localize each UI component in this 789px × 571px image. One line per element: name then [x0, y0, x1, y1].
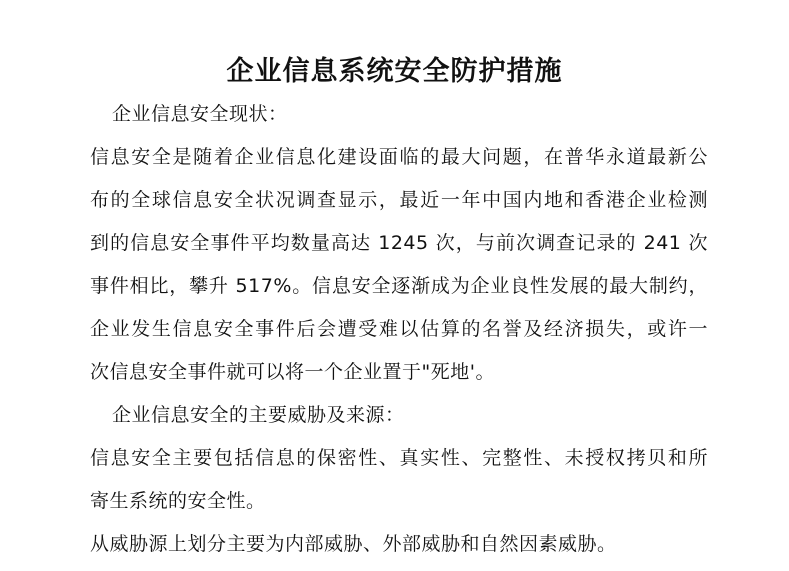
document-title: 企业信息系统安全防护措施: [226, 56, 563, 87]
paragraph-line: 布的全球信息安全状况调查显示，最近一年中国内地和香港企业检测: [90, 189, 708, 211]
paragraph-line: 事件相比，攀升 517%。信息安全逐渐成为企业良性发展的最大制约，: [90, 275, 708, 297]
paragraph-line: 到的信息安全事件平均数量高达 1245 次，与前次调查记录的 241 次: [90, 232, 708, 254]
section-heading-threats: 企业信息安全的主要威胁及来源：: [112, 404, 405, 426]
paragraph-line: 信息安全是随着企业信息化建设面临的最大问题，在普华永道最新公: [90, 146, 708, 168]
paragraph-line: 企业发生信息安全事件后会遭受难以估算的名誉及经济损失，或许一: [90, 318, 708, 340]
paragraph-line: 次信息安全事件就可以将一个企业置于"死地'。: [90, 361, 495, 383]
section-heading-status: 企业信息安全现状：: [112, 103, 288, 125]
paragraph-line: 寄生系统的安全性。: [90, 490, 266, 512]
paragraph-line: 信息安全主要包括信息的保密性、真实性、完整性、未授权拷贝和所: [90, 447, 708, 469]
paragraph-line: 从威胁源上划分主要为内部威胁、外部威胁和自然因素威胁。: [90, 533, 617, 555]
